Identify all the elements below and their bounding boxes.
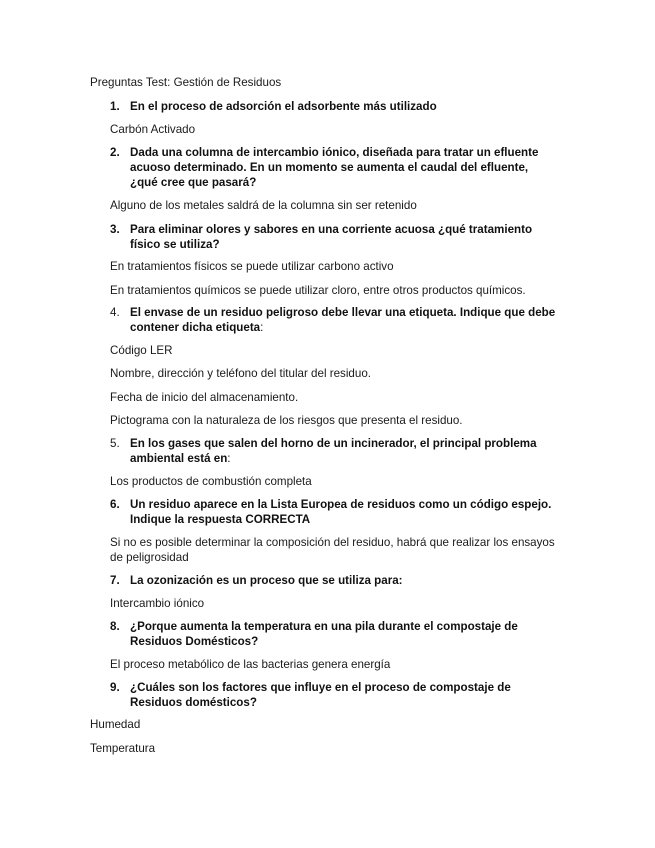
question-line: Dada una columna de intercambio iónico, diseñada para tratar un efluente: [130, 146, 539, 159]
answer-text: de peligrosidad: [110, 551, 189, 564]
question-number: 8.: [110, 620, 120, 633]
question-line: Residuos domésticos?: [130, 696, 257, 709]
question-text: [130, 305, 555, 335]
question-line: Para eliminar olores y sabores en una corriente acuosa ¿qué tratamiento: [130, 223, 533, 236]
question-line: ambiental está en: [130, 452, 228, 465]
question-line: El envase de un residuo peligroso debe llevar una etiqueta. Indique que debe: [130, 306, 556, 319]
document-title: Preguntas Test: Gestión de Residuos: [90, 76, 282, 89]
question-trailing-colon: :: [227, 452, 231, 465]
question-text: [130, 436, 537, 466]
question-line: ¿Cuáles son los factores que influye en el proceso de compostaje de: [130, 681, 511, 694]
question-line: Indique la respuesta CORRECTA: [130, 513, 311, 526]
answer-text-humedad: Humedad: [90, 718, 141, 731]
question-number: 4.: [110, 306, 120, 319]
question-text: [130, 619, 518, 649]
question-text: [130, 497, 551, 527]
answer-text: En tratamientos químicos se puede utilizar cloro, entre otros productos químicos.: [110, 284, 526, 297]
question-line: físico se utiliza?: [130, 238, 220, 251]
answer-text: Alguno de los metales saldrá de la columna sin ser retenido: [110, 199, 417, 212]
question-line: acuoso determinado. En un momento se aumenta el caudal del efluente,: [130, 161, 529, 174]
answer-text: Carbón Activado: [110, 123, 196, 136]
question-text: [130, 222, 532, 252]
answer-text: En tratamientos físicos se puede utilizar carbono activo: [110, 260, 394, 273]
answer-text-temperatura: Temperatura: [90, 742, 156, 755]
answer-text: Intercambio iónico: [110, 597, 205, 610]
question-number: 6.: [110, 498, 120, 511]
answer-text: El proceso metabólico de las bacterias genera energía: [110, 658, 391, 671]
answer-text: Pictograma con la naturaleza de los riesgos que presenta el residuo.: [110, 414, 463, 427]
question-line: Residuos Domésticos?: [130, 635, 259, 648]
question-trailing-colon: :: [260, 321, 264, 334]
question-number: 3.: [110, 223, 120, 236]
question-number: 5.: [110, 437, 120, 450]
answer-text: Si no es posible determinar la composición del residuo, habrá que realizar los ensayos: [110, 536, 555, 549]
question-line: ¿qué cree que pasará?: [130, 176, 257, 189]
question-text: [130, 145, 538, 190]
answer-text: Los productos de combustión completa: [110, 475, 312, 488]
question-text: [130, 573, 403, 588]
question-text: [130, 680, 511, 710]
question-line: ¿Porque aumenta la temperatura en una pila durante el compostaje de: [130, 620, 518, 633]
answer-text: Nombre, dirección y teléfono del titular del residuo.: [110, 367, 371, 380]
answer-text: Código LER: [110, 344, 173, 357]
question-number: 2.: [110, 146, 120, 159]
answer-text: Fecha de inicio del almacenamiento.: [110, 391, 299, 404]
question-line: La ozonización es un proceso que se utiliza para:: [130, 574, 403, 587]
question-line: Un residuo aparece en la Lista Europea de residuos como un código espejo.: [130, 498, 552, 511]
question-line: En los gases que salen del horno de un incinerador, el principal problema: [130, 437, 537, 450]
question-line: En el proceso de adsorción el adsorbente más utilizado: [130, 100, 437, 113]
question-text: [130, 99, 437, 114]
question-number: 1.: [110, 100, 120, 113]
question-line: contener dicha etiqueta: [130, 321, 261, 334]
question-number: 7.: [110, 574, 120, 587]
question-number: 9.: [110, 681, 120, 694]
